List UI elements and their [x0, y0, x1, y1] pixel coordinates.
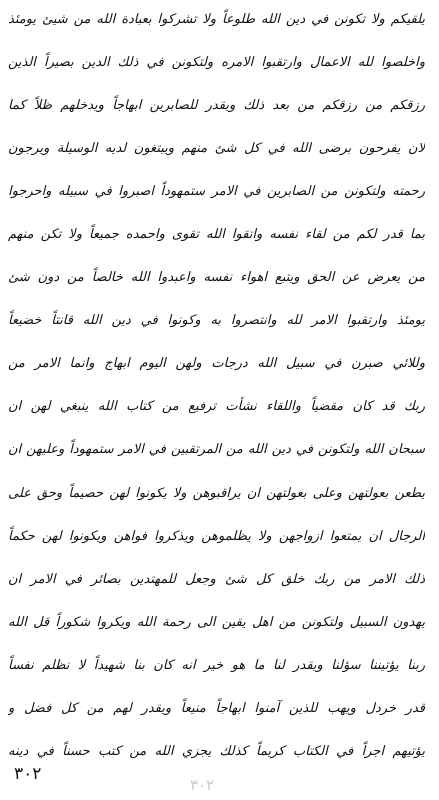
manuscript-line: الرجال ان يمتعوا ازواجهن ولا يظلموهن ويذكروا فواهن ويكونوا لهن حكماً: [8, 528, 425, 544]
manuscript-line: رزقكم من رزقكم من بعد ذلك ويقدر للصابرين ابهاجاً ويدخلهم ظلاً كما: [8, 98, 425, 114]
manuscript-line: ربنا يؤتيننا سؤلنا ويقدر لنا ما هو خير انه كان بنا شهيداً لا نظلم نفساً: [8, 657, 425, 673]
manuscript-line: يلقيكم ولا تكونن في دين الله طلوعاً ولا تشركوا بعبادة الله من شيئ يومئذ: [8, 12, 425, 27]
manuscript-line: قدر خردل ويهب للذين آمنوا ابهاجاً منيعاً ويقدر لهم من كل فضل و: [8, 700, 425, 716]
manuscript-line: يطعن بعولتهن وعلى بعولتهن ان يراقبوهن ولا يكونوا لهن حصيماً وحق على: [8, 485, 425, 501]
manuscript-text-block: [8, 6, 425, 766]
manuscript-line: ربك قد كان مقضياً واللقاء نشأت ترفيع من كتاب الله ينبغي لهن ان: [8, 399, 425, 415]
page-number: ٣٠٢: [14, 764, 42, 784]
manuscript-line: ذلك الامر من ربك خلق كل شئ وجعل للمهتدين بصائر في الامر ان: [8, 571, 425, 587]
manuscript-line: بما قدر لكم من لقاء نفسه واتقوا الله تقوى واحمده جميعاً ولا تكن منهم: [8, 227, 425, 243]
manuscript-line: من يعرض عن الحق ويتبع اهواء نفسه واعبدوا الله خالصاً من دون شئ: [8, 270, 425, 286]
manuscript-line: يؤتيهم اجراً في الكتاب كريماً كذلك يجزي الله من كتب حسناً في دينه: [8, 743, 425, 759]
manuscript-line: سبحان الله ولتكونن في دين الله من المرتقبين في الامر ستمهوداً وعليهن ان: [8, 442, 425, 458]
manuscript-line: رحمته ولتكونن من الصابرين في الامر ستمهوداً اصبروا في سبيله واحرجوا: [8, 184, 425, 200]
manuscript-line: يومئذ وارتقبوا الامر لله وانتصروا به وكونوا في دين الله قانتاً خضيعاً: [8, 313, 425, 329]
manuscript-line: وللائي صبرن في سبيل الله درجات ولهن اليوم ابهاج وانما الامر من: [8, 356, 425, 372]
manuscript-line: يهدون السبيل ولتكونن من اهل يقين الى رحمة الله ويكروا شكوراً قل الله: [8, 614, 425, 630]
faint-page-number: ٣٠٢: [190, 776, 215, 794]
manuscript-line: لان يفرحون برضى الله في كل شئ منهم ويبتغون لديه الوسيلة ويرجون: [8, 141, 425, 157]
manuscript-line: واخلصوا لله الاعمال وارتقبوا الامره ولتكونن في ذلك الدين بصيراً الذين: [8, 55, 425, 71]
